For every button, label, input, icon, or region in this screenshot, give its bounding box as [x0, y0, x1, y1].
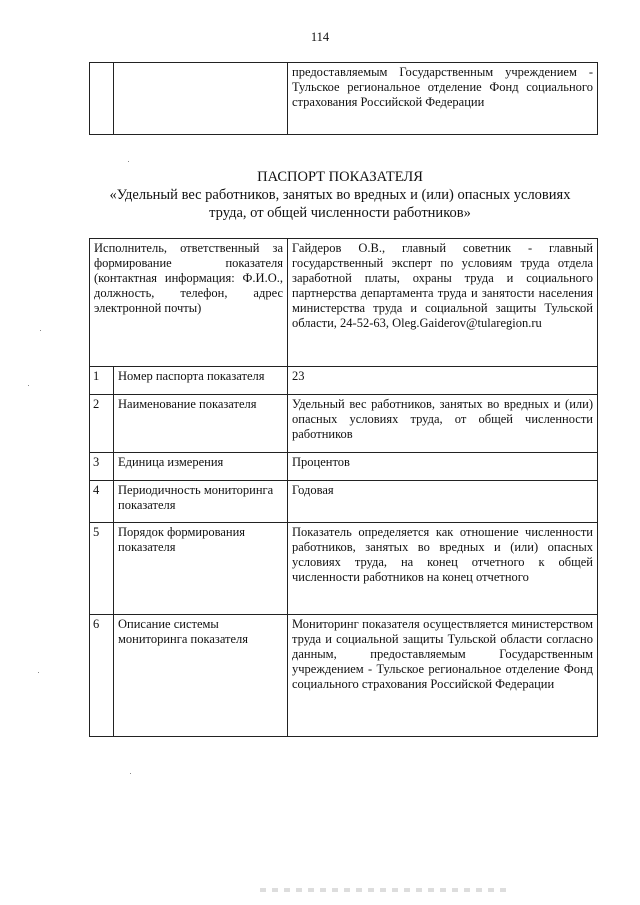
title-line-1: ПАСПОРТ ПОКАЗАТЕЛЯ [257, 169, 423, 185]
scan-artifact [260, 888, 510, 892]
continued-table-fragment [89, 62, 598, 135]
table-cell-num [90, 63, 114, 135]
table-row [90, 615, 598, 737]
page-number: 114 [310, 30, 330, 44]
table-row [90, 453, 598, 481]
title-line-3: труда, от общей численности работников» [209, 205, 471, 221]
executor-value: Гайдеров О.В., главный советник - главный государственный эксперт по условиям труда отдела заработной платы, охраны труда и социального партнерства департамента труда и занятости населения министерства труда и социальной защиты Тульской области, 24-52-63, Oleg.Gaiderov@tularegion.ru [288, 239, 598, 367]
row-number: 3 [90, 453, 114, 481]
row-number: 6 [90, 615, 114, 737]
title-line-2: «Удельный вес работников, занятых во вредных и (или) опасных условиях [109, 187, 571, 203]
scan-speck [128, 161, 129, 162]
row-value: Удельный вес работников, занятых во вредных и (или) опасных условиях труда, от общей численности работников [288, 395, 598, 453]
table-cell-label [114, 63, 288, 135]
table-row [90, 367, 598, 395]
row-label: Периодичность мониторинга показателя [114, 481, 288, 523]
passport-table [89, 238, 598, 737]
row-label: Наименование показателя [114, 395, 288, 453]
row-value: 23 [288, 367, 598, 395]
table-cell-value: предоставляемым Государственным учреждением - Тульское региональное отделение Фонд социального страхования Российской Федерации [288, 63, 598, 135]
row-number: 2 [90, 395, 114, 453]
document-title [80, 168, 600, 222]
row-label: Порядок формирования показателя [114, 523, 288, 615]
row-label: Описание системы мониторинга показателя [114, 615, 288, 737]
row-label: Единица измерения [114, 453, 288, 481]
scan-speck [28, 385, 29, 386]
table-row-executor [90, 239, 598, 367]
row-value: Процентов [288, 453, 598, 481]
scan-speck [40, 330, 41, 331]
row-value: Показатель определяется как отношение численности работников, занятых во вредных и (или) опасных условиях труда, на конец отчетного к общей численности работников на конец отчетного [288, 523, 598, 615]
scan-speck [38, 672, 39, 673]
row-number: 1 [90, 367, 114, 395]
executor-label: Исполнитель, ответственный за формирование показателя (контактная информация: Ф.И.О., должность, телефон, адрес электронной почты) [90, 239, 288, 367]
row-number: 5 [90, 523, 114, 615]
row-value: Мониторинг показателя осуществляется министерством труда и социальной защиты Тульской области согласно данным, предоставляемым Государственным учреждением - Тульское региональное отделение Фонд социального страхования Российской Федерации [288, 615, 598, 737]
table-row [90, 395, 598, 453]
row-number: 4 [90, 481, 114, 523]
row-value: Годовая [288, 481, 598, 523]
table-row [90, 63, 598, 135]
scan-speck [130, 773, 131, 774]
row-label: Номер паспорта показателя [114, 367, 288, 395]
table-row [90, 523, 598, 615]
table-row [90, 481, 598, 523]
